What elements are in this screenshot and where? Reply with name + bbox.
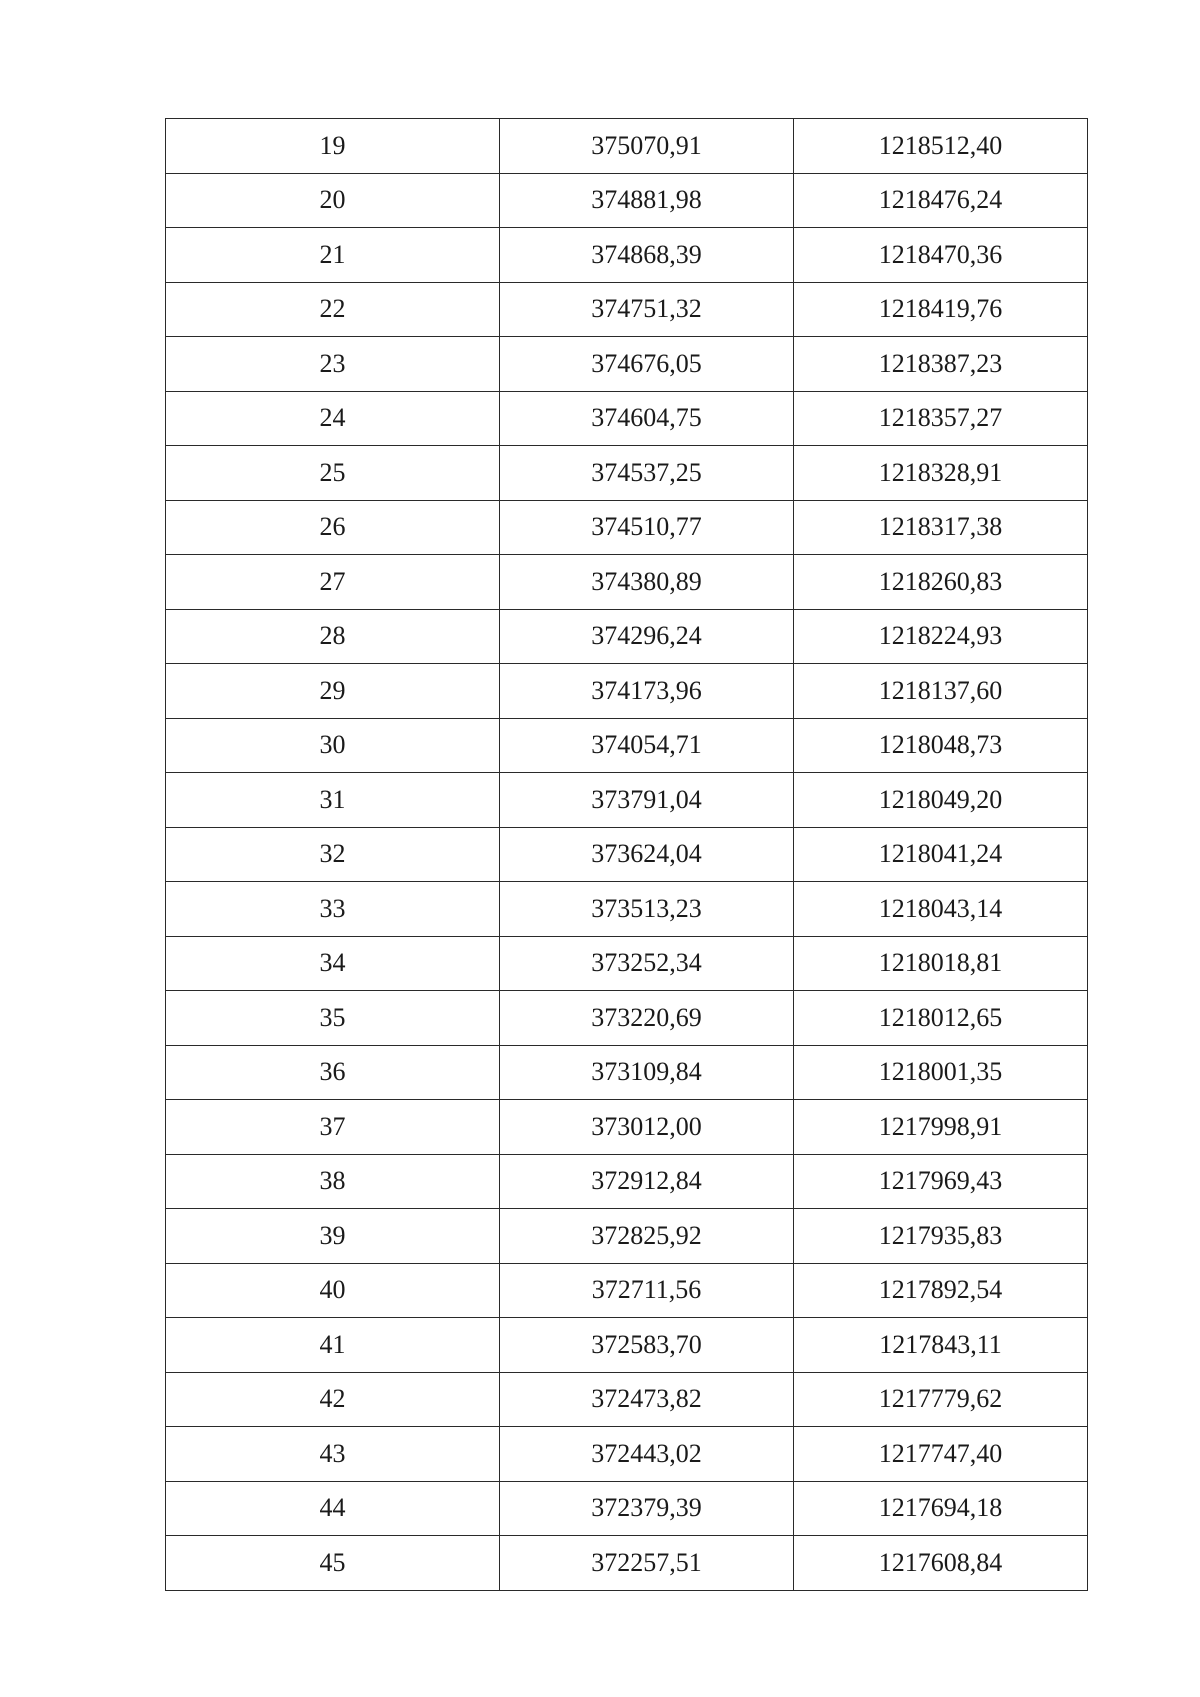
x-coordinate-cell: 374676,05 [500,337,794,392]
table-row [166,446,1088,501]
table-row [166,282,1088,337]
table-row [166,1372,1088,1427]
point-number-cell: 32 [166,827,500,882]
y-coordinate-cell: 1217608,84 [794,1536,1088,1591]
point-number-cell: 20 [166,173,500,228]
x-coordinate-cell: 374054,71 [500,718,794,773]
point-number-cell: 28 [166,609,500,664]
table-row [166,1481,1088,1536]
x-coordinate-cell: 372379,39 [500,1481,794,1536]
y-coordinate-cell: 1217747,40 [794,1427,1088,1482]
table-row [166,500,1088,555]
point-number-cell: 37 [166,1100,500,1155]
point-number-cell: 21 [166,228,500,283]
point-number-cell: 24 [166,391,500,446]
point-number-cell: 42 [166,1372,500,1427]
y-coordinate-cell: 1217892,54 [794,1263,1088,1318]
table-row [166,827,1088,882]
x-coordinate-cell: 373624,04 [500,827,794,882]
y-coordinate-cell: 1218476,24 [794,173,1088,228]
table-row [166,1536,1088,1591]
point-number-cell: 30 [166,718,500,773]
point-number-cell: 35 [166,991,500,1046]
y-coordinate-cell: 1218018,81 [794,936,1088,991]
point-number-cell: 27 [166,555,500,610]
y-coordinate-cell: 1218049,20 [794,773,1088,828]
x-coordinate-cell: 374604,75 [500,391,794,446]
x-coordinate-cell: 374173,96 [500,664,794,719]
x-coordinate-cell: 373513,23 [500,882,794,937]
table-row [166,1263,1088,1318]
y-coordinate-cell: 1218260,83 [794,555,1088,610]
table-row [166,555,1088,610]
y-coordinate-cell: 1218048,73 [794,718,1088,773]
y-coordinate-cell: 1218512,40 [794,119,1088,174]
y-coordinate-cell: 1218317,38 [794,500,1088,555]
x-coordinate-cell: 374868,39 [500,228,794,283]
table-row [166,1045,1088,1100]
table-row [166,1318,1088,1373]
y-coordinate-cell: 1218387,23 [794,337,1088,392]
table-row [166,718,1088,773]
coordinates-table-body [166,119,1088,1591]
table-row [166,882,1088,937]
y-coordinate-cell: 1218012,65 [794,991,1088,1046]
x-coordinate-cell: 373791,04 [500,773,794,828]
point-number-cell: 39 [166,1209,500,1264]
point-number-cell: 40 [166,1263,500,1318]
table-row [166,391,1088,446]
y-coordinate-cell: 1218043,14 [794,882,1088,937]
y-coordinate-cell: 1217998,91 [794,1100,1088,1155]
table-row [166,228,1088,283]
point-number-cell: 25 [166,446,500,501]
table-row [166,173,1088,228]
point-number-cell: 36 [166,1045,500,1100]
x-coordinate-cell: 372443,02 [500,1427,794,1482]
x-coordinate-cell: 373109,84 [500,1045,794,1100]
x-coordinate-cell: 373252,34 [500,936,794,991]
x-coordinate-cell: 374537,25 [500,446,794,501]
x-coordinate-cell: 372583,70 [500,1318,794,1373]
table-row [166,991,1088,1046]
x-coordinate-cell: 372473,82 [500,1372,794,1427]
x-coordinate-cell: 373220,69 [500,991,794,1046]
x-coordinate-cell: 372825,92 [500,1209,794,1264]
table-row [166,609,1088,664]
point-number-cell: 29 [166,664,500,719]
point-number-cell: 23 [166,337,500,392]
table-row [166,1154,1088,1209]
point-number-cell: 41 [166,1318,500,1373]
x-coordinate-cell: 374510,77 [500,500,794,555]
y-coordinate-cell: 1217843,11 [794,1318,1088,1373]
point-number-cell: 33 [166,882,500,937]
coordinates-table [165,118,1088,1591]
y-coordinate-cell: 1217779,62 [794,1372,1088,1427]
point-number-cell: 31 [166,773,500,828]
point-number-cell: 22 [166,282,500,337]
x-coordinate-cell: 372912,84 [500,1154,794,1209]
point-number-cell: 19 [166,119,500,174]
x-coordinate-cell: 374296,24 [500,609,794,664]
table-row [166,1100,1088,1155]
y-coordinate-cell: 1218470,36 [794,228,1088,283]
x-coordinate-cell: 374881,98 [500,173,794,228]
x-coordinate-cell: 374380,89 [500,555,794,610]
table-row [166,664,1088,719]
point-number-cell: 26 [166,500,500,555]
y-coordinate-cell: 1218041,24 [794,827,1088,882]
y-coordinate-cell: 1218001,35 [794,1045,1088,1100]
point-number-cell: 45 [166,1536,500,1591]
x-coordinate-cell: 372257,51 [500,1536,794,1591]
point-number-cell: 38 [166,1154,500,1209]
point-number-cell: 44 [166,1481,500,1536]
table-row [166,936,1088,991]
point-number-cell: 43 [166,1427,500,1482]
x-coordinate-cell: 374751,32 [500,282,794,337]
table-row [166,119,1088,174]
table-row [166,1209,1088,1264]
point-number-cell: 34 [166,936,500,991]
table-row [166,337,1088,392]
x-coordinate-cell: 372711,56 [500,1263,794,1318]
y-coordinate-cell: 1218419,76 [794,282,1088,337]
table-row [166,1427,1088,1482]
x-coordinate-cell: 373012,00 [500,1100,794,1155]
y-coordinate-cell: 1217935,83 [794,1209,1088,1264]
x-coordinate-cell: 375070,91 [500,119,794,174]
y-coordinate-cell: 1218224,93 [794,609,1088,664]
y-coordinate-cell: 1218328,91 [794,446,1088,501]
table-row [166,773,1088,828]
y-coordinate-cell: 1218357,27 [794,391,1088,446]
y-coordinate-cell: 1217694,18 [794,1481,1088,1536]
y-coordinate-cell: 1218137,60 [794,664,1088,719]
y-coordinate-cell: 1217969,43 [794,1154,1088,1209]
